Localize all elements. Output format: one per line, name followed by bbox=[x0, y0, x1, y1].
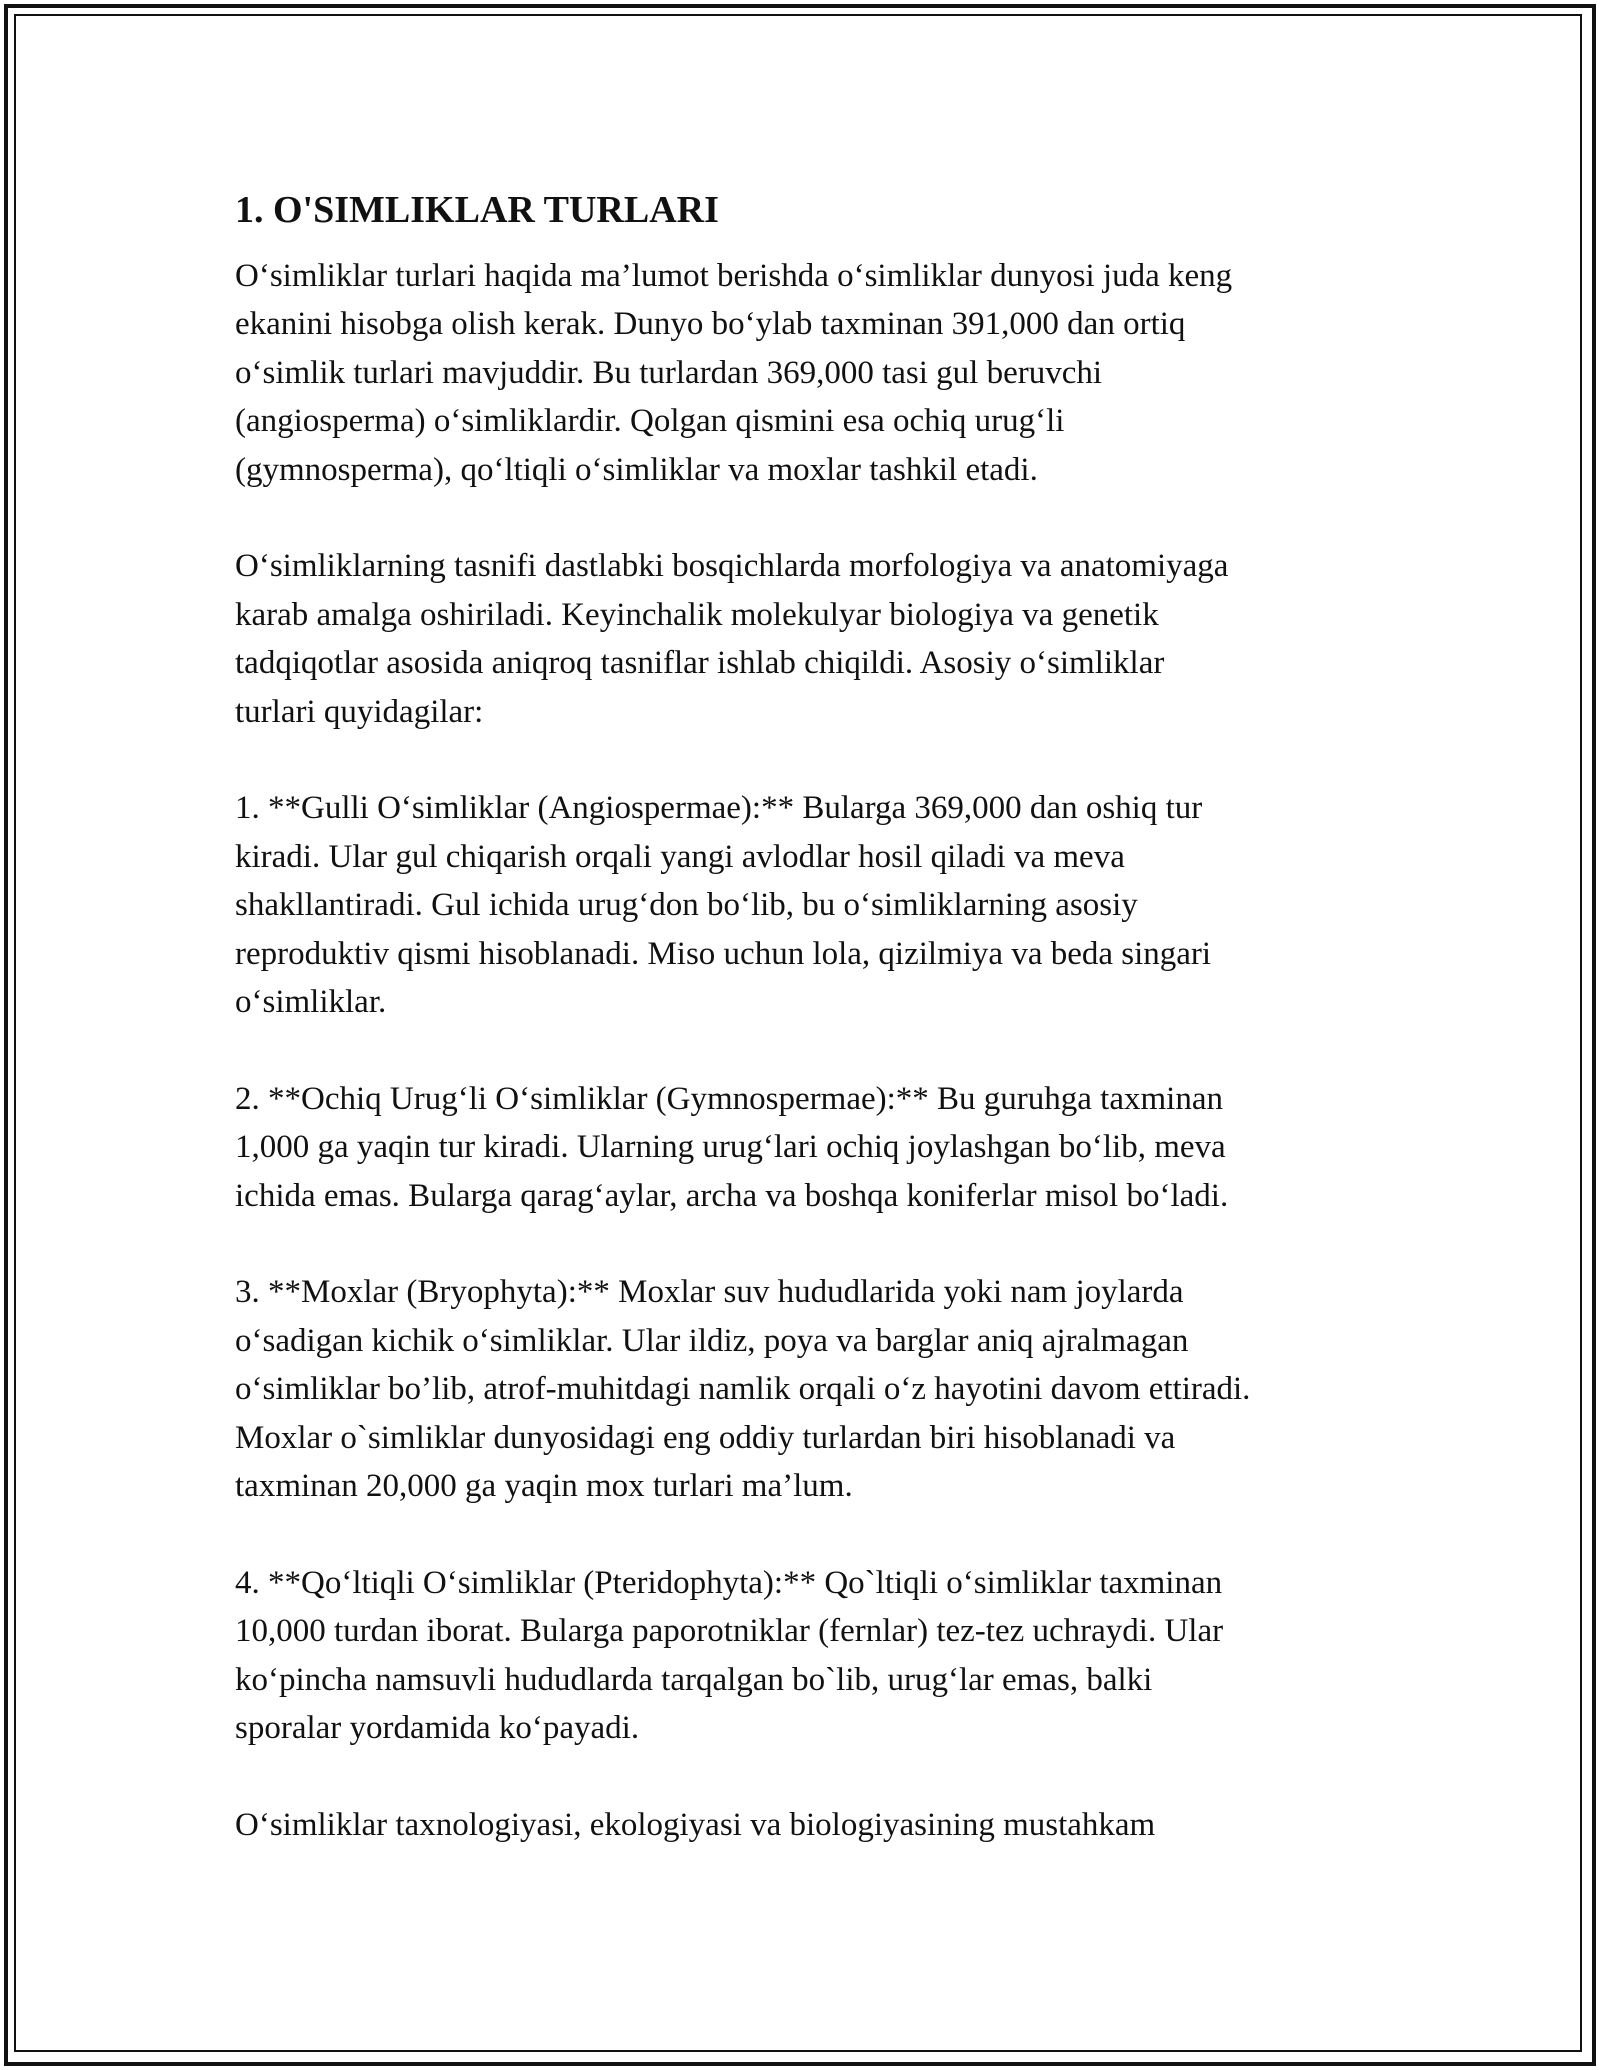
text-line: (angiosperma) o‘simliklardir. Qolgan qismini esa ochiq urug‘li bbox=[235, 403, 1065, 440]
text-line: shakllantiradi. Gul ichida urug‘don bo‘lib, bu o‘simliklarning asosiy bbox=[235, 887, 1138, 924]
text-line: o‘sadigan kichik o‘simliklar. Ular ildiz, poya va barglar aniq ajralmagan bbox=[235, 1322, 1189, 1359]
document-title: 1. O'SIMLIKLAR TURLARI bbox=[235, 189, 719, 231]
text-line: 2. **Ochiq Urug‘li O‘simliklar (Gymnospermae):** Bu guruhga taxminan bbox=[235, 1080, 1223, 1117]
list-item-bryophyta bbox=[235, 1268, 1370, 1510]
paragraph-closing bbox=[235, 1801, 1370, 1849]
text-line: o‘simliklar. bbox=[235, 984, 387, 1021]
list-item-gymnospermae bbox=[235, 1075, 1370, 1220]
text-line: ko‘pincha namsuvli hududlarda tarqalgan bo`lib, urug‘lar emas, balki bbox=[235, 1661, 1153, 1698]
text-line: 10,000 turdan iborat. Bularga paporotniklar (fernlar) tez-tez uchraydi. Ular bbox=[235, 1613, 1224, 1650]
list-item-angiospermae bbox=[235, 784, 1370, 1026]
text-line: 1,000 ga yaqin tur kiradi. Ularning urug‘lari ochiq joylashgan bo‘lib, meva bbox=[235, 1129, 1226, 1166]
list-item-pteridophyta bbox=[235, 1559, 1370, 1753]
text-line: turlari quyidagilar: bbox=[235, 693, 484, 730]
text-line: 1. **Gulli O‘simliklar (Angiospermae):** Bularga 369,000 dan oshiq tur bbox=[235, 790, 1203, 827]
paragraph-classification bbox=[235, 542, 1370, 736]
text-line: tadqiqotlar asosida aniqroq tasniflar ishlab chiqildi. Asosiy o‘simliklar bbox=[235, 645, 1165, 682]
text-line: O‘simliklar turlari haqida ma’lumot berishda o‘simliklar dunyosi juda keng bbox=[235, 258, 1233, 294]
text-line: sporalar yordamida ko‘payadi. bbox=[235, 1710, 640, 1747]
text-line: ichida emas. Bularga qarag‘aylar, archa va boshqa koniferlar misol bo‘ladi. bbox=[235, 1177, 1229, 1214]
text-line: karab amalga oshiriladi. Keyinchalik molekulyar biologiya va genetik bbox=[235, 596, 1159, 633]
text-line: Moxlar o`simliklar dunyosidagi eng oddiy turlardan biri hisoblanadi va bbox=[235, 1419, 1176, 1456]
text-line: ekanini hisobga olish kerak. Dunyo bo‘ylab taxminan 391,000 dan ortiq bbox=[235, 306, 1186, 343]
text-line: o‘simlik turlari mavjuddir. Bu turlardan 369,000 tasi gul beruvchi bbox=[235, 354, 1103, 391]
text-line: taxminan 20,000 ga yaqin mox turlari ma’lum. bbox=[235, 1468, 853, 1505]
text-line: 4. **Qo‘ltiqli O‘simliklar (Pteridophyta):** Qo`ltiqli o‘simliklar taxminan bbox=[235, 1564, 1223, 1601]
text-line: O‘simliklarning tasnifi dastlabki bosqichlarda morfologiya va anatomiyaga bbox=[235, 548, 1229, 585]
text-line: reproduktiv qismi hisoblanadi. Miso uchun lola, qizilmiya va beda singari bbox=[235, 935, 1212, 972]
text-line: O‘simliklar taxnologiyasi, ekologiyasi va biologiyasining mustahkam bbox=[235, 1806, 1156, 1843]
text-line: (gymnosperma), qo‘ltiqli o‘simliklar va moxlar tashkil etadi. bbox=[235, 451, 1038, 488]
text-line: kiradi. Ular gul chiqarish orqali yangi avlodlar hosil qiladi va meva bbox=[235, 838, 1125, 875]
document-body bbox=[235, 186, 1370, 1898]
text-line: o‘simliklar bo’lib, atrof-muhitdagi namlik orqali o‘z hayotini davom ettiradi. bbox=[235, 1371, 1251, 1408]
text-line: 3. **Moxlar (Bryophyta):** Moxlar suv hududlarida yoki nam joylarda bbox=[235, 1274, 1184, 1311]
paragraph-intro bbox=[235, 252, 1370, 494]
